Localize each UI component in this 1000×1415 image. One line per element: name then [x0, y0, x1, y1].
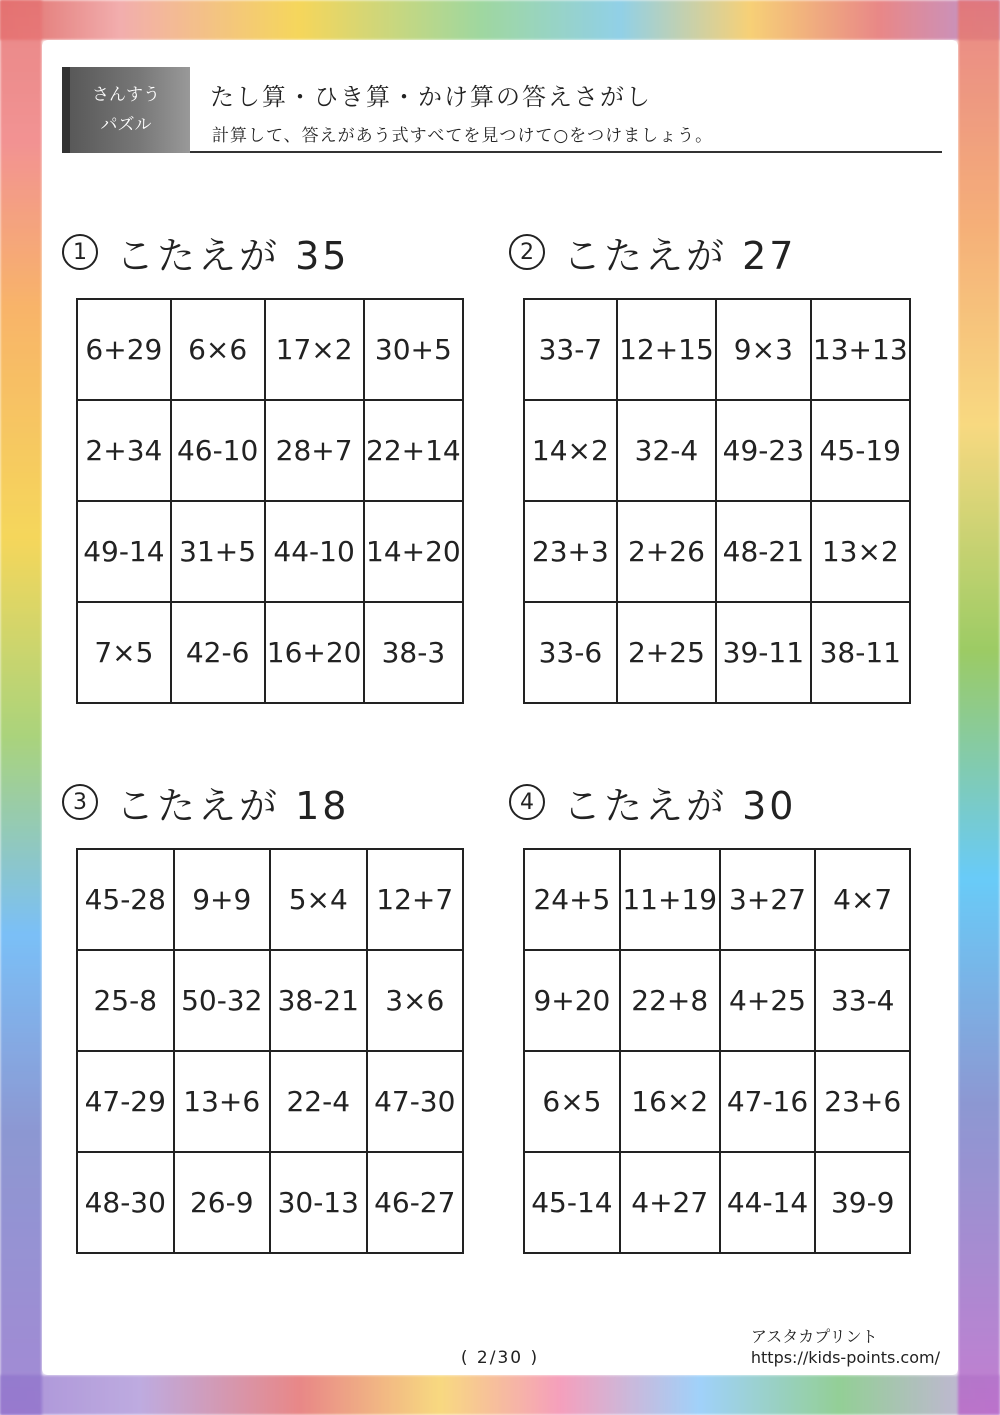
grid-row: [524, 950, 910, 1051]
grid-cell[interactable]: 38-21: [270, 950, 367, 1051]
grid-cell[interactable]: 47-29: [77, 1051, 174, 1152]
grid-cell[interactable]: 9×3: [716, 299, 810, 400]
header-rule: [190, 151, 942, 153]
grid-row: [524, 1152, 910, 1253]
grid-cell[interactable]: 9+20: [524, 950, 620, 1051]
grid-cell[interactable]: 12+15: [617, 299, 716, 400]
grid-cell[interactable]: 28+7: [265, 400, 364, 501]
puzzle-heading: [62, 776, 349, 828]
grid-cell[interactable]: 38-3: [364, 602, 463, 703]
grid-cell[interactable]: 44-10: [265, 501, 364, 602]
grid-row: [77, 501, 463, 602]
grid-cell[interactable]: 22-4: [270, 1051, 367, 1152]
puzzle-target: こたえが 18: [116, 783, 350, 828]
grid-cell[interactable]: 26-9: [174, 1152, 271, 1253]
category-badge: [62, 67, 190, 153]
grid-cell[interactable]: 45-14: [524, 1152, 620, 1253]
grid-cell[interactable]: 4+27: [620, 1152, 720, 1253]
grid-cell[interactable]: 30-13: [270, 1152, 367, 1253]
grid-cell[interactable]: 9+9: [174, 849, 271, 950]
grid-cell[interactable]: 17×2: [265, 299, 364, 400]
puzzle-heading: [509, 776, 796, 828]
grid-cell[interactable]: 49-23: [716, 400, 810, 501]
grid-cell[interactable]: 3×6: [367, 950, 464, 1051]
puzzle-heading: [509, 226, 796, 278]
grid-cell[interactable]: 48-30: [77, 1152, 174, 1253]
grid-row: [77, 950, 463, 1051]
grid-cell[interactable]: 2+25: [617, 602, 716, 703]
grid-cell[interactable]: 39-9: [815, 1152, 910, 1253]
grid-cell[interactable]: 46-10: [171, 400, 265, 501]
grid-cell[interactable]: 48-21: [716, 501, 810, 602]
grid-row: [524, 602, 910, 703]
frame-left-edge: [0, 0, 42, 1415]
grid-cell[interactable]: 45-28: [77, 849, 174, 950]
grid-cell[interactable]: 14×2: [524, 400, 617, 501]
badge-accent-bar: [62, 67, 70, 153]
puzzle-grid: [523, 298, 911, 704]
grid-cell[interactable]: 5×4: [270, 849, 367, 950]
grid-cell[interactable]: 4+25: [720, 950, 816, 1051]
grid-cell[interactable]: 38-11: [811, 602, 910, 703]
grid-cell[interactable]: 13×2: [811, 501, 910, 602]
puzzle-target: こたえが 30: [563, 783, 797, 828]
grid-row: [524, 501, 910, 602]
grid-cell[interactable]: 2+26: [617, 501, 716, 602]
grid-cell[interactable]: 6+29: [77, 299, 171, 400]
grid-cell[interactable]: 3+27: [720, 849, 816, 950]
grid-cell[interactable]: 31+5: [171, 501, 265, 602]
grid-row: [524, 400, 910, 501]
grid-cell[interactable]: 23+6: [815, 1051, 910, 1152]
worksheet-header: [62, 67, 942, 153]
page-number: ( 2/30 ): [460, 1348, 540, 1368]
grid-cell[interactable]: 33-7: [524, 299, 617, 400]
grid-cell[interactable]: 24+5: [524, 849, 620, 950]
grid-cell[interactable]: 33-6: [524, 602, 617, 703]
grid-row: [77, 299, 463, 400]
grid-cell[interactable]: 23+3: [524, 501, 617, 602]
grid-cell[interactable]: 4×7: [815, 849, 910, 950]
grid-row: [77, 1051, 463, 1152]
grid-cell[interactable]: 14+20: [364, 501, 463, 602]
instructions: 計算して、答えがあう式すべてを見つけて○をつけましょう。: [212, 126, 714, 146]
grid-row: [77, 1152, 463, 1253]
grid-cell[interactable]: 32-4: [617, 400, 716, 501]
grid-cell[interactable]: 44-14: [720, 1152, 816, 1253]
grid-row: [524, 849, 910, 950]
grid-row: [77, 602, 463, 703]
grid-cell[interactable]: 16×2: [620, 1051, 720, 1152]
grid-cell[interactable]: 50-32: [174, 950, 271, 1051]
puzzle-number: 1: [62, 234, 98, 270]
puzzle-grid: [523, 848, 911, 1254]
grid-row: [524, 1051, 910, 1152]
grid-cell[interactable]: 7×5: [77, 602, 171, 703]
frame-bottom-edge: [0, 1375, 1000, 1415]
grid-row: [77, 400, 463, 501]
grid-cell[interactable]: 13+6: [174, 1051, 271, 1152]
grid-cell[interactable]: 6×6: [171, 299, 265, 400]
grid-cell[interactable]: 22+14: [364, 400, 463, 501]
puzzle-number: 4: [509, 784, 545, 820]
grid-cell[interactable]: 13+13: [811, 299, 910, 400]
grid-cell[interactable]: 33-4: [815, 950, 910, 1051]
puzzle-target: こたえが 35: [116, 233, 350, 278]
puzzle-number: 2: [509, 234, 545, 270]
grid-cell[interactable]: 47-30: [367, 1051, 464, 1152]
grid-cell[interactable]: 6×5: [524, 1051, 620, 1152]
grid-cell[interactable]: 39-11: [716, 602, 810, 703]
publisher-url[interactable]: https://kids-points.com/: [750, 1348, 940, 1367]
publisher-name: アスタカプリント: [750, 1327, 878, 1346]
grid-cell[interactable]: 46-27: [367, 1152, 464, 1253]
grid-cell[interactable]: 47-16: [720, 1051, 816, 1152]
grid-cell[interactable]: 42-6: [171, 602, 265, 703]
grid-cell[interactable]: 25-8: [77, 950, 174, 1051]
puzzle-number: 3: [62, 784, 98, 820]
grid-cell[interactable]: 22+8: [620, 950, 720, 1051]
grid-cell[interactable]: 12+7: [367, 849, 464, 950]
grid-cell[interactable]: 11+19: [620, 849, 720, 950]
grid-cell[interactable]: 2+34: [77, 400, 171, 501]
grid-cell[interactable]: 16+20: [265, 602, 364, 703]
badge-line-2: パズル: [100, 115, 152, 135]
page-title: たし算・ひき算・かけ算の答えさがし: [210, 83, 652, 111]
grid-row: [77, 849, 463, 950]
publisher-credit: [751, 1326, 940, 1368]
grid-cell[interactable]: 49-14: [77, 501, 171, 602]
grid-row: [524, 299, 910, 400]
badge-line-1: さんすう: [92, 85, 160, 105]
puzzle-target: こたえが 27: [563, 233, 797, 278]
puzzle-grid: [76, 298, 464, 704]
frame-top-edge: [0, 0, 1000, 40]
frame-right-edge: [958, 0, 1000, 1415]
puzzle-grid: [76, 848, 464, 1254]
grid-cell[interactable]: 30+5: [364, 299, 463, 400]
puzzle-heading: [62, 226, 349, 278]
grid-cell[interactable]: 45-19: [811, 400, 910, 501]
